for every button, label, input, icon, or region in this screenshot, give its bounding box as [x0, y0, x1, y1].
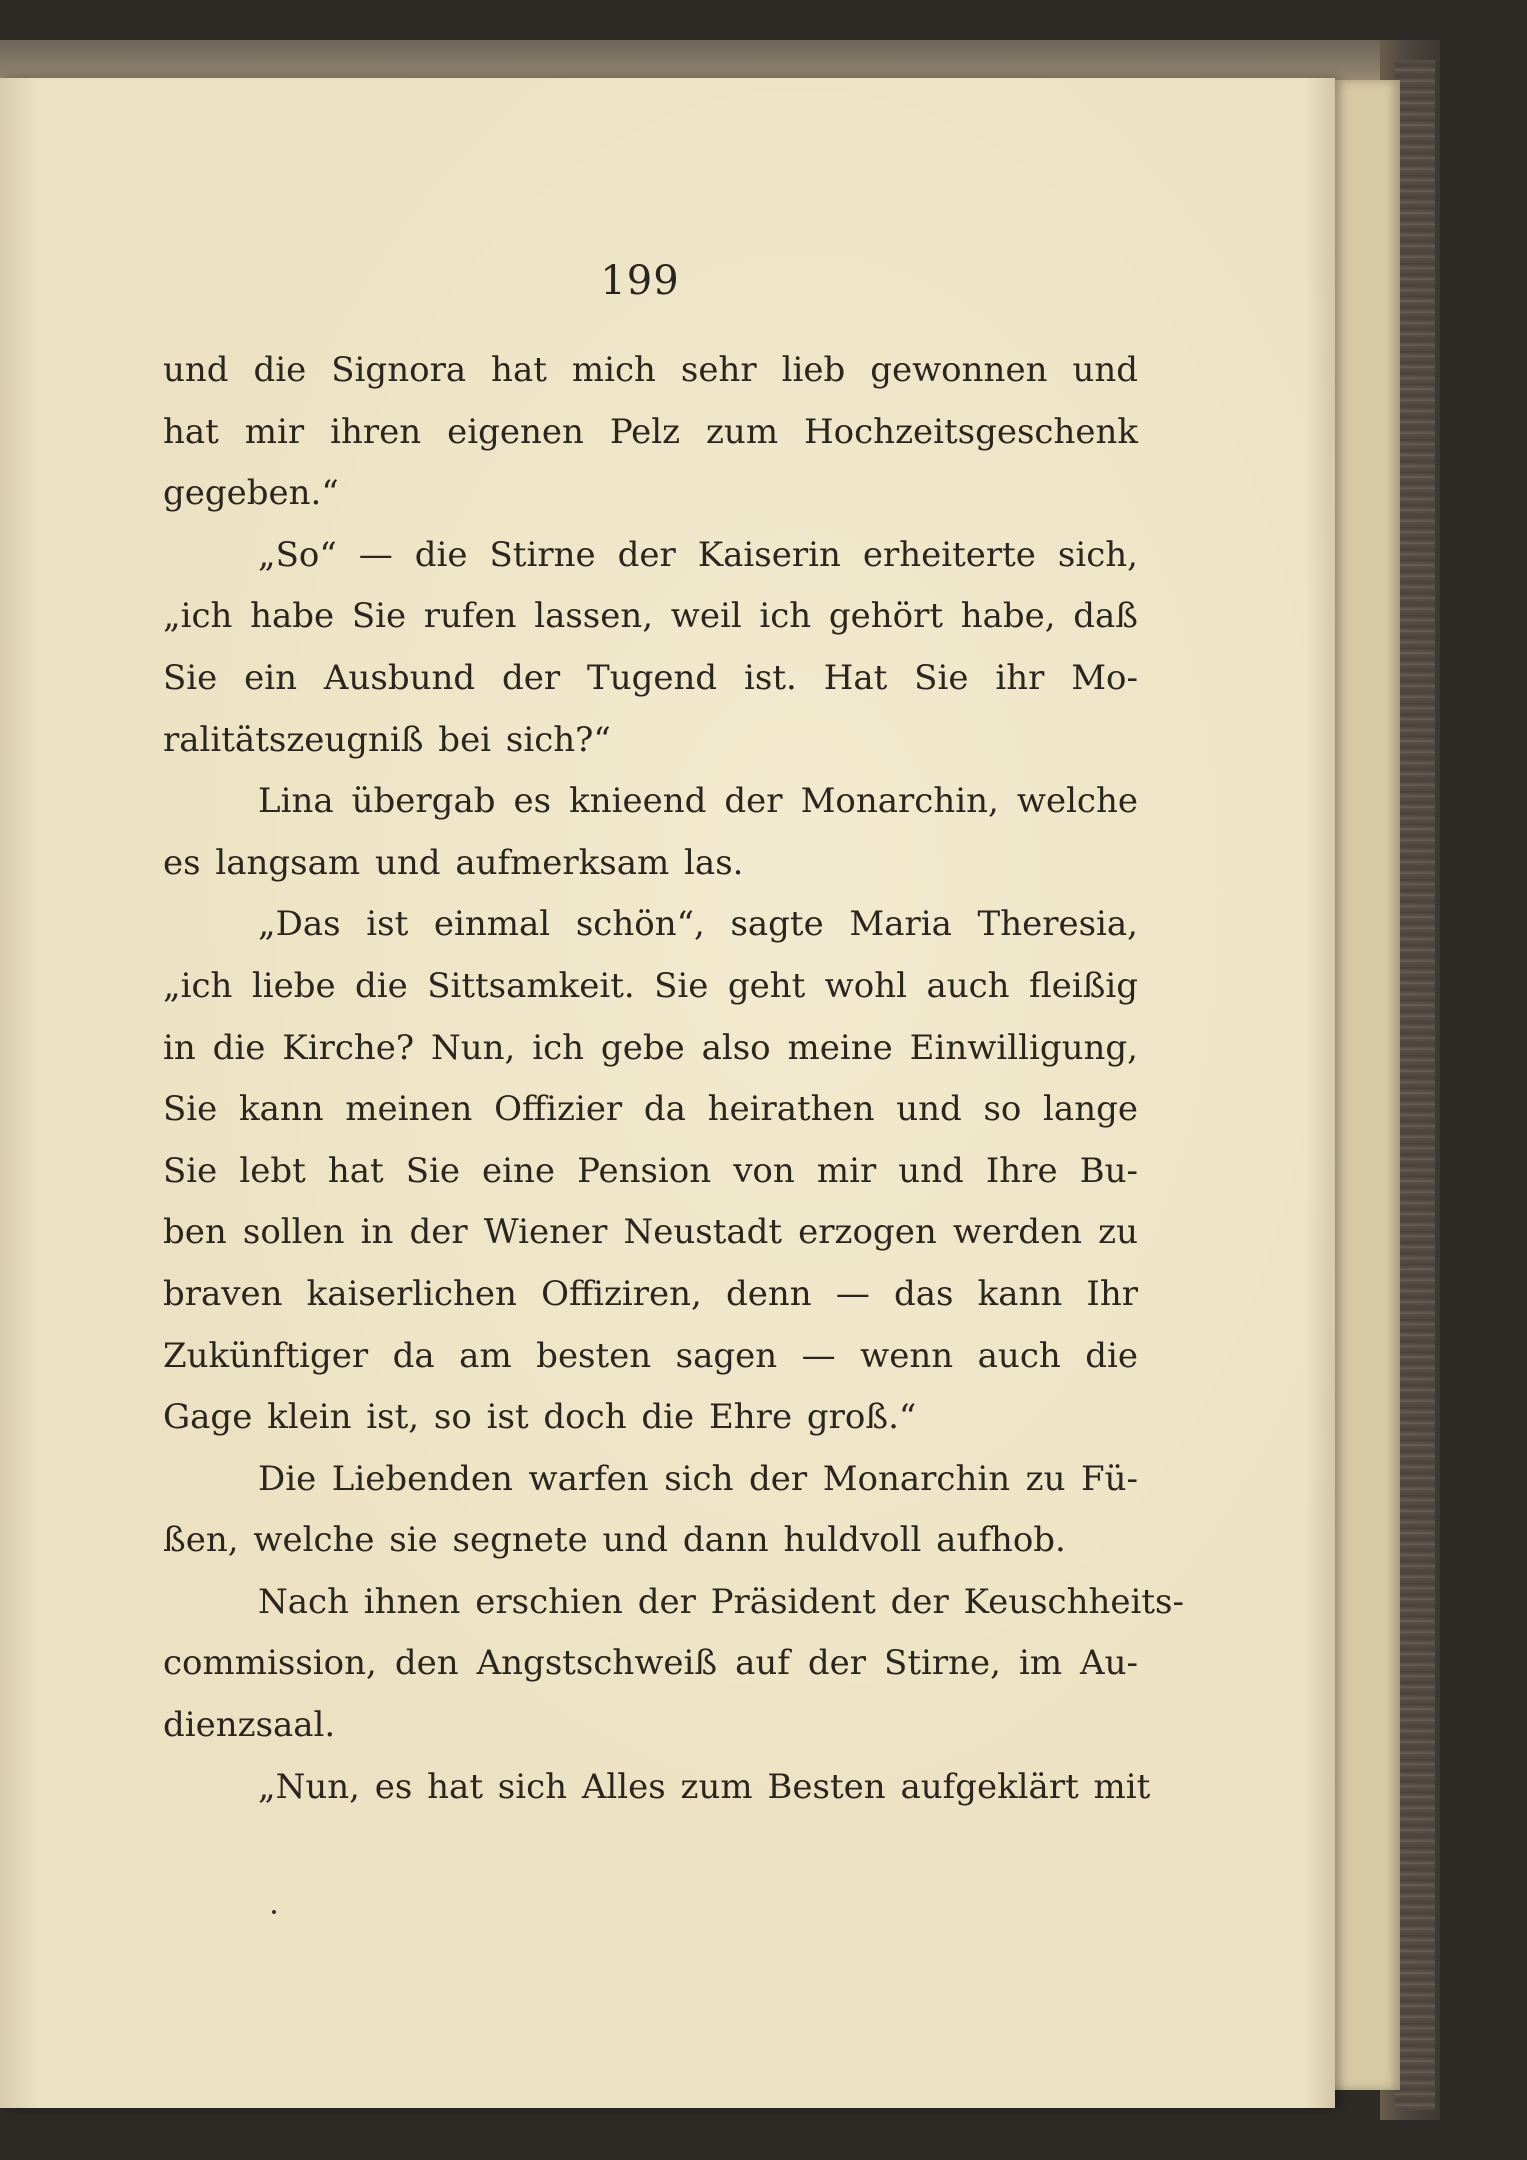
- text-line: Nach ihnen erschien der Präsident der Keuschheits-: [258, 1581, 1184, 1622]
- text-line: „ich liebe die Sittsamkeit. Sie geht wohl auch fleißig: [163, 965, 1138, 1006]
- text-line: „Nun, es hat sich Alles zum Besten aufgeklärt mit: [258, 1766, 1151, 1807]
- text-line: Lina übergab es knieend der Monarchin, welche: [258, 781, 1138, 822]
- text-line: ßen, welche sie segnete und dann huldvoll aufhob.: [163, 1520, 1066, 1561]
- text-line: gegeben.“: [163, 473, 339, 514]
- text-line: „Das ist einmal schön“, sagte Maria Theresia,: [258, 904, 1138, 945]
- ink-speck: [272, 1910, 276, 1914]
- text-line: ben sollen in der Wiener Neustadt erzogen werden zu: [163, 1212, 1138, 1253]
- text-line: Gage klein ist, so ist doch die Ehre groß.“: [163, 1397, 917, 1438]
- text-line: in die Kirche? Nun, ich gebe also meine Einwilligung,: [163, 1027, 1138, 1068]
- book-cover-texture: [1395, 60, 1435, 2110]
- text-line: „So“ — die Stirne der Kaiserin erheiterte sich,: [258, 534, 1138, 575]
- text-line: „ich habe Sie rufen lassen, weil ich gehört habe, daß: [163, 596, 1138, 637]
- text-line: es langsam und aufmerksam las.: [163, 842, 744, 883]
- text-line: dienzsaal.: [163, 1705, 336, 1746]
- page-text: [163, 340, 1184, 1818]
- text-line: und die Signora hat mich sehr lieb gewonnen und: [163, 350, 1138, 390]
- text-line: commission, den Angstschweiß auf der Stirne, im Au-: [163, 1643, 1138, 1684]
- text-line: ralitätszeugniß bei sich?“: [163, 719, 611, 760]
- text-line: Sie lebt hat Sie eine Pension von mir und Ihre Bu-: [163, 1150, 1138, 1191]
- text-line: hat mir ihren eigenen Pelz zum Hochzeitsgeschenk: [163, 411, 1138, 452]
- text-line: Sie ein Ausbund der Tugend ist. Hat Sie ihr Mo-: [163, 657, 1138, 698]
- text-line: Sie kann meinen Offizier da heirathen und so lange: [163, 1089, 1138, 1130]
- text-line: braven kaiserlichen Offiziren, denn — das kann Ihr: [163, 1273, 1138, 1314]
- page-number: 199: [600, 258, 680, 304]
- text-line: Die Liebenden warfen sich der Monarchin zu Fü-: [258, 1458, 1138, 1499]
- text-line: Zukünftiger da am besten sagen — wenn auch die: [163, 1335, 1138, 1376]
